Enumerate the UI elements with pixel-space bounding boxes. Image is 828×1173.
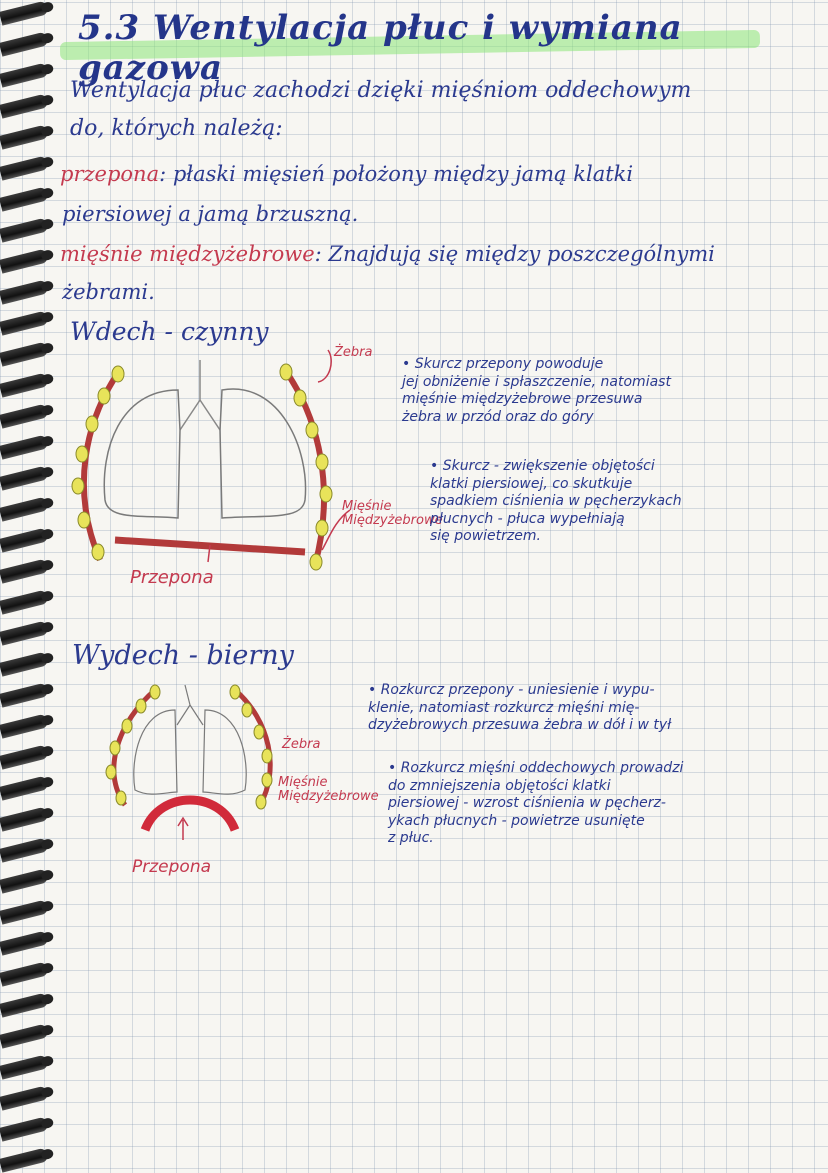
desc-intercostal-2: żebrami. <box>62 280 155 304</box>
exhale-note-1 <box>368 682 671 735</box>
spiral-ring <box>0 434 49 459</box>
inhale-note-2-line: spadkiem ciśnienia w pęcherzykach <box>430 493 682 509</box>
exhale-label-diaphragm: Przepona <box>132 857 212 877</box>
desc-intercostal-1: : Znajdują się między poszczególnymi <box>314 242 715 266</box>
lungs-drawing-small <box>134 685 246 794</box>
rib-nodes <box>72 364 332 570</box>
desc-diaphragm-1: : płaski mięsień położony między jamą klatki <box>159 162 634 186</box>
spiral-ring <box>0 682 49 707</box>
spiral-ring <box>0 1054 49 1079</box>
spiral-ring <box>0 1147 49 1172</box>
spiral-ring <box>0 620 49 645</box>
spiral-ring <box>0 527 49 552</box>
intro-line-2: do, których należą: <box>70 116 283 141</box>
exhale-note-1-line: dzyżebrowych przesuwa żebra w dół i w tył <box>368 717 672 733</box>
spiral-ring <box>0 279 49 304</box>
diaphragm-domed <box>145 800 235 830</box>
inhale-diagram <box>60 340 360 590</box>
spiral-ring <box>0 93 49 118</box>
spiral-ring <box>0 372 49 397</box>
spiral-ring <box>0 651 49 676</box>
inhale-note-2-line: się powietrzem. <box>430 528 541 544</box>
spiral-ring <box>0 558 49 583</box>
inhale-note-2-line: płucnych - płuca wypełniają <box>430 510 625 527</box>
spiral-ring <box>0 217 49 242</box>
desc-diaphragm-2: piersiowej a jamą brzuszną. <box>62 202 359 226</box>
spiral-ring <box>0 806 49 831</box>
exhale-note-1-line: • Rozkurcz przepony - uniesienie i wypu- <box>368 682 655 698</box>
spiral-ring <box>0 155 49 180</box>
spiral-ring <box>0 961 49 986</box>
exhale-note-2 <box>388 760 683 848</box>
spiral-ring <box>0 589 49 614</box>
spiral-ring <box>0 992 49 1017</box>
lungs-drawing <box>104 360 305 518</box>
ribs-right-small <box>235 690 270 805</box>
inhale-label-ribs: Żebra <box>334 345 373 360</box>
inhale-note-1 <box>402 356 671 426</box>
inhale-note-1-line: • Skurcz przepony powoduje <box>402 356 604 372</box>
spiral-ring <box>0 744 49 769</box>
inhale-label-muscles: Mięśnie Międzyżebrowe <box>342 499 443 529</box>
term-diaphragm: przepona <box>60 162 160 186</box>
spiral-ring <box>0 31 49 56</box>
spiral-ring <box>0 124 49 149</box>
rib-nodes-small <box>106 685 272 809</box>
inhale-note-2-line: klatki piersiowej, co skutkuje <box>430 475 633 492</box>
spiral-ring <box>0 62 49 87</box>
spiral-ring <box>0 899 49 924</box>
spiral-ring <box>0 930 49 955</box>
inhale-note-1-line: mięśnie międzyżebrowe przesuwa <box>402 391 643 407</box>
muscle-item-diaphragm <box>60 162 633 186</box>
inhale-note-2-line: • Skurcz - zwiększenie objętości <box>430 458 655 474</box>
exhale-diagram <box>95 680 295 850</box>
spiral-ring <box>0 837 49 862</box>
spiral-ring <box>0 1023 49 1048</box>
exhale-note-1-line: klenie, natomiast rozkurcz mięśni mię- <box>368 699 640 716</box>
spiral-ring <box>0 403 49 428</box>
spiral-ring <box>0 341 49 366</box>
spiral-ring <box>0 465 49 490</box>
intro-line-1: Wentylacja płuc zachodzi dzięki mięśniom oddechowym <box>70 78 692 103</box>
spiral-ring <box>0 1116 49 1141</box>
exhale-note-2-line: • Rozkurcz mięśni oddechowych prowadzi <box>388 760 684 776</box>
spiral-ring <box>0 713 49 738</box>
inhale-label-diaphragm: Przepona <box>130 567 214 588</box>
spiral-ring <box>0 248 49 273</box>
spiral-ring <box>0 310 49 335</box>
exhale-label-ribs: Żebra <box>282 737 321 752</box>
exhale-heading: Wydech - bierny <box>72 640 294 671</box>
inhale-note-1-line: jej obniżenie i spłaszczenie, natomiast <box>402 373 671 390</box>
inhale-heading: Wdech - czynny <box>70 317 269 346</box>
spiral-ring <box>0 496 49 521</box>
exhale-note-2-line: ykach płucnych - powietrze usunięte <box>388 812 645 829</box>
exhale-label-muscles: Mięśnie Międzyżebrowe <box>278 775 379 805</box>
page-title: 5.3 Wentylacja płuc i wymiana gazowa <box>78 8 683 88</box>
exhale-note-2-line: do zmniejszenia objętości klatki <box>388 777 611 794</box>
spiral-ring <box>0 0 49 25</box>
spiral-binding <box>0 0 60 1171</box>
spiral-ring <box>0 186 49 211</box>
spiral-ring <box>0 775 49 800</box>
inhale-note-2 <box>430 458 682 546</box>
exhale-note-2-line: z płuc. <box>388 830 434 846</box>
muscle-item-intercostal <box>60 242 715 266</box>
exhale-note-2-line: piersiowej - wzrost ciśnienia w pęcherz- <box>388 795 666 811</box>
inhale-note-1-line: żebra w przód oraz do góry <box>402 408 594 425</box>
spiral-ring <box>0 1085 49 1110</box>
term-intercostal: mięśnie międzyżebrowe <box>60 242 315 266</box>
spiral-ring <box>0 868 49 893</box>
